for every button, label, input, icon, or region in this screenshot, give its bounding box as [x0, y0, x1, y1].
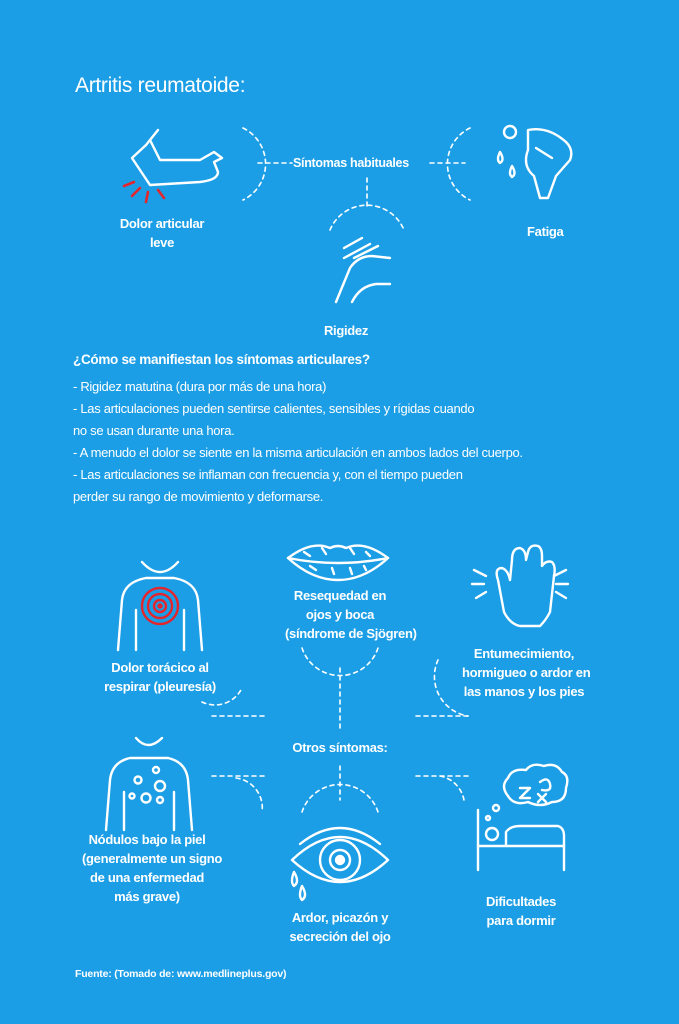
nodules-icon — [106, 738, 192, 830]
stiffness-label: Rigidez — [323, 323, 369, 338]
source-citation: Fuente: (Tomado de: www.medlineplus.gov) — [75, 968, 287, 980]
other-connectors — [202, 648, 468, 812]
fatigue-label: Fatiga — [527, 224, 564, 239]
bullet-line: - Rigidez matutina (dura por más de una hora) — [73, 379, 327, 394]
chest-pain-icon — [118, 562, 202, 650]
bullet-line: - Las articulaciones pueden sentirse calientes, sensibles y rígidas cuando — [73, 401, 475, 416]
numbness-label: Entumecimiento, hormigueo o ardor en las manos y los pies — [462, 646, 591, 699]
sleep-label: Dificultades para dormir — [485, 894, 557, 928]
fatigue-icon — [498, 126, 571, 198]
common-connectors — [243, 128, 470, 230]
joint-bullet-list — [73, 376, 633, 508]
joint-question: ¿Cómo se manifiestan los síntomas articulares? — [73, 352, 370, 367]
eye-label: Ardor, picazón y secreción del ojo — [289, 910, 391, 944]
common-symptoms-heading: Síntomas habituales — [293, 156, 409, 170]
bullet-line: perder su rango de movimiento y deformarse. — [73, 489, 324, 504]
dry-lips-icon — [288, 546, 388, 580]
bullet-line: - A menudo el dolor se siente en la misma articulación en ambos lados del cuerpo. — [73, 445, 523, 460]
pain-label: Dolor articular leve — [119, 216, 205, 250]
page-title: Artritis reumatoide: — [75, 74, 246, 97]
chest-pain-label: Dolor torácico al respirar (pleuresía) — [104, 660, 216, 694]
sleep-icon — [478, 765, 567, 870]
numb-hand-icon — [472, 546, 568, 626]
eye-icon — [292, 828, 388, 900]
dry-label: Resequedad en ojos y boca (síndrome de Sjögren) — [285, 588, 417, 641]
arm-pain-icon — [124, 130, 222, 202]
bullet-line: - Las articulaciones se inflaman con frecuencia y, con el tiempo pueden — [73, 467, 463, 482]
nodules-label: Nódulos bajo la piel (generalmente un signo de una enfermedad más grave) — [82, 832, 223, 904]
bullet-line: no se usan durante una hora. — [73, 423, 235, 438]
knee-stiffness-icon — [336, 238, 390, 302]
other-symptoms-heading: Otros síntomas: — [292, 740, 388, 755]
